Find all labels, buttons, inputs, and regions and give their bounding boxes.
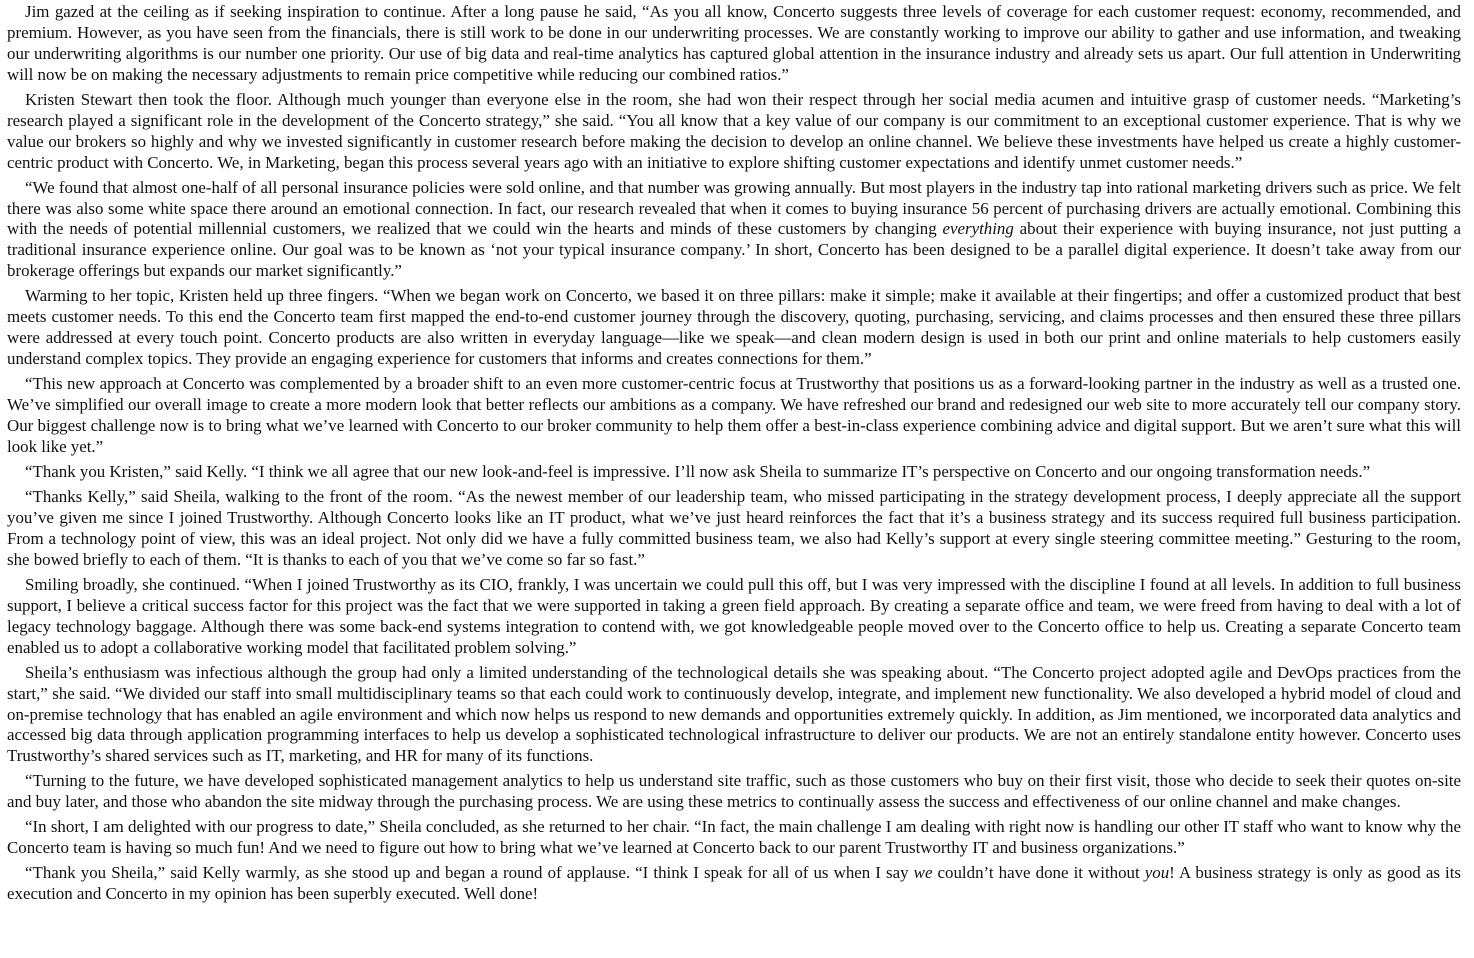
text-run: Jim gazed at the ceiling as if seeking inspiration to continue. After a long pause he said, “As you all know, Concerto suggests three levels of coverage for each customer request: economy, recommended, and premium. However, as you have seen from the financials, there is still work to be done in our underwriting processes. We are constantly working to improve our ability to gather and use information, and tweaking our underwriting algorithms is our number one priority. Our use of big data and real-time analytics has captured global attention in the insurance industry and already sets us apart. Our full attention in Underwriting will now be on making the necessary adjustments to remain price competitive while reducing our combined ratios.” <box>7 2 1461 84</box>
text-run: “We found that almost one-half of all personal insurance policies were sold online, and that number was growing annually. But most players in the industry tap into rational marketing drivers such as price. We felt there was also some white space there around an emotional connection. In fact, our research revealed that when it comes to buying insurance 56 percent of purchasing drivers are actually emotional. Combining this with the needs of potential millennial customers, we realized that we could win the hearts and minds of these customers by changing <box>7 177 1461 239</box>
text-run: “Thank you Kristen,” said Kelly. “I think we all agree that our new look-and-feel is impressive. I’ll now ask Sheila to summarize IT’s perspective on Concerto and our ongoing transformation needs.” <box>25 461 1371 481</box>
paragraph <box>7 178 1461 283</box>
paragraph <box>7 771 1461 813</box>
text-run: “Thanks Kelly,” said Sheila, walking to the front of the room. “As the newest member of our leadership team, who missed participating in the strategy development process, I deeply appreciate all the support you’ve given me since I joined Trustworthy. Although Concerto looks like an IT product, what we’ve just heard reinforces the fact that it’s a business strategy and its success required full business participation. From a technology point of view, this was an ideal project. Not only did we have a fully committed business team, we also had Kelly’s support at every single steering committee meeting.” Gesturing to the room, she bowed briefly to each of them. “It is thanks to each of you that we’ve come so far so fast.” <box>7 487 1461 569</box>
text-run: Smiling broadly, she continued. “When I joined Trustworthy as its CIO, frankly, I was uncertain we could pull this off, but I was very impressed with the discipline I found at all levels. In addition to full business support, I believe a critical success factor for this project was the fact that we were supported in taking a green field approach. By creating a separate office and team, we were freed from having to deal with a lot of legacy technology baggage. Although there was some back-end systems integration to contend with, we got knowledgeable people moved over to the Concerto office to help us. Creating a separate Concerto team enabled us to adopt a collaborative working model that facilitated problem solving.” <box>7 574 1461 657</box>
paragraph <box>7 374 1461 458</box>
emphasis-text: everything <box>942 219 1014 239</box>
text-run: “Thank you Sheila,” said Kelly warmly, as she stood up and began a round of applause. “I think I speak for all of us when I say <box>25 863 914 883</box>
paragraph <box>7 663 1461 768</box>
text-run: Warming to her topic, Kristen held up three fingers. “When we began work on Concerto, we based it on three pillars: make it simple; make it available at their fingertips; and offer a customized product that best meets customer needs. To this end the Concerto team first mapped the end-to-end customer journey through the discovery, quoting, purchasing, servicing, and claims processes and then ensured these three pillars were addressed at every touch point. Concerto products are also written in everyday language—like we speak—and clean modern design is used in both our print and online materials to help customers easily understand complex topics. They provide an engaging experience for customers that informs and creates connections for them.” <box>7 286 1461 369</box>
paragraph <box>7 2 1461 86</box>
paragraph <box>7 90 1461 174</box>
text-run: “In short, I am delighted with our progress to date,” Sheila concluded, as she returned to her chair. “In fact, the main challenge I am dealing with right now is handling our other IT staff who want to know why the Concerto team is having so much fun! And we need to figure out how to bring what we’ve learned at Concerto back to our parent Trustworthy IT and business organizations.” <box>7 817 1461 858</box>
text-run: ! A business strategy is only as good as its execution and Concerto in my opinion has been superbly executed. Well done! <box>7 863 1461 904</box>
text-run: Sheila’s enthusiasm was infectious although the group had only a limited understanding of the technological details she was speaking about. “The Concerto project adopted agile and DevOps practices from the start,” she said. “We divided our staff into small multidisciplinary teams so that each could work to continuously develop, integrate, and implement new functionality. We also developed a hybrid model of cloud and on-premise technology that has enabled an agile environment and which now helps us respond to new demands and opportunities extremely quickly. In addition, as Jim mentioned, we incorporated data analytics and accessed big data through application programming interfaces to help us develop a sophisticated technological infrastructure to deliver our products. We are not an entirely standalone entity however. Concerto uses Trustworthy’s shared services such as IT, marketing, and HR for many of its functions. <box>7 662 1461 766</box>
document-body <box>7 2 1461 905</box>
text-run: couldn’t have done it without <box>932 863 1145 883</box>
text-run: Kristen Stewart then took the floor. Although much younger than everyone else in the room, she had won their respect through her social media acumen and intuitive grasp of customer needs. “Marketing’s research played a significant role in the development of the Concerto strategy,” she said. “You all know that a key value of our company is our commitment to an exceptional customer experience. That is why we value our brokers so highly and why we invested significantly in customer research before making the decision to develop an online channel. We believe these investments have helped us create a highly customer-centric product with Concerto. We, in Marketing, began this process several years ago with an initiative to explore shifting customer expectations and identify unmet customer needs.” <box>7 89 1461 172</box>
paragraph <box>7 487 1461 571</box>
text-run: “This new approach at Concerto was complemented by a broader shift to an even more customer-centric focus at Trustworthy that positions us as a forward-looking partner in the industry as well as a trusted one. We’ve simplified our overall image to create a more modern look that better reflects our ambitions as a company. We have refreshed our brand and redesigned our web site to more accurately tell our company story. Our biggest challenge now is to bring what we’ve learned with Concerto to our broker community to help them offer a best-in-class experience combining advice and digital support. But we aren’t sure what this will look like yet.” <box>7 374 1461 456</box>
paragraph <box>7 462 1461 483</box>
emphasis-text: you <box>1144 863 1170 883</box>
paragraph <box>7 863 1461 905</box>
paragraph <box>7 286 1461 370</box>
paragraph <box>7 817 1461 859</box>
emphasis-text: we <box>913 863 933 883</box>
text-run: “Turning to the future, we have developed sophisticated management analytics to help us understand site traffic, such as those customers who buy on their first visit, those who decide to seek their quotes on-site and buy later, and those who abandon the site midway through the purchasing process. We are using these metrics to continually assess the success and effectiveness of our online channel and make changes. <box>7 771 1461 812</box>
paragraph <box>7 575 1461 659</box>
text-run: about their experience with buying insurance, not just putting a traditional insurance experience online. Our goal was to be known as ‘not your typical insurance company.’ In short, Concerto has been designed to be a parallel digital experience. It doesn’t take away from our brokerage offerings but expands our market significantly.” <box>7 219 1461 281</box>
